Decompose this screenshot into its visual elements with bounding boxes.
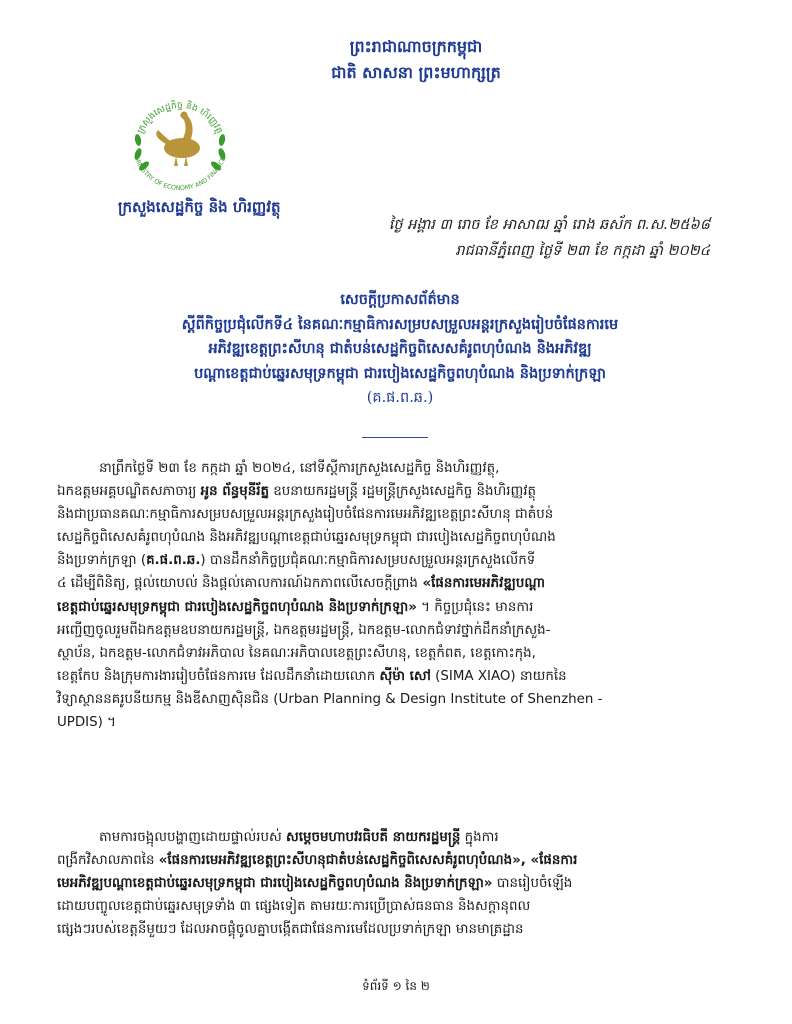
title-line-1: សេចក្តីប្រកាសព័ត៌មាន (340, 291, 460, 308)
title-line-2: ស្តីពីកិច្ចប្រជុំលើកទី៤ នៃគណៈកម្មាធិការសម្របសម្រួលអន្តរក្រសួងរៀបចំផែនការមេ (181, 315, 619, 333)
p1-line: ស្ថាប័ន, ឯកឧត្តម-លោកជំទាវអភិបាល នៃគណៈអភិបាលខេត្តព្រះសីហនុ, ខេត្តកំពត, ខេត្តកោះកុង, (57, 645, 536, 661)
p1-line: និងប្រទាក់ក្រឡា ( (57, 553, 147, 569)
p1-line: ៤ ដើម្បីពិនិត្យ, ផ្តល់យោបល់ និងផ្តល់គោលការណ៍ឯកភាពលើសេចក្តីព្រាង (57, 576, 418, 592)
lunar-date: ថ្ងៃ អង្គារ ៣ រោច ខែ អាសាឍ ឆ្នាំ រោង ឆស័ក ព.ស.២៥៦៨ (388, 217, 710, 233)
p1-line: (SIMA XIAO) នាយកនៃ (430, 668, 567, 684)
page-number: ទំព័រទី ១ នៃ ២ (362, 979, 430, 993)
p1-line: សេដ្ឋកិច្ចពិសេសគំរូពហុបំណង និងអភិវឌ្ឍបណ្តាខេត្តជាប់ឆ្នេរសមុទ្រកម្ពុជា ជារបៀងសេដ្ឋកិច្ចពហុបំណង (57, 530, 556, 546)
document-title (90, 288, 710, 411)
p1-line: ឧបនាយករដ្ឋមន្ត្រី រដ្ឋមន្ត្រីក្រសួងសេដ្ឋកិច្ច និងហិរញ្ញវត្ថុ (269, 484, 536, 500)
p1-line: UPDIS) ។ (57, 715, 116, 731)
svg-text:ក្រសួងសេដ្ឋកិច្ច និង ហិរញ្ញវត្ (136, 99, 224, 136)
hamsa-bird-icon (156, 112, 200, 167)
p1-line: ។ កិច្ចប្រជុំនេះ មានការ (416, 599, 534, 615)
p1-line: អញ្ជើញចូលរួមពីឯកឧត្តមឧបនាយករដ្ឋមន្ត្រី, ឯកឧត្តមរដ្ឋមន្ត្រី, ឯកឧត្តម-លោកជំទាវថ្នាក់ដឹកនាំក្រសួង- (57, 622, 551, 638)
plan-title: «ផែនការមេអភិវឌ្ឍខេត្តព្រះសីហនុជាតំបន់សេដ្ឋកិច្ចពិសេសគំរូពហុបំណង», «ផែនការ (158, 853, 578, 869)
logo-text-kh: ក្រសួងសេដ្ឋកិច្ច និង ហិរញ្ញវត្ថុ (136, 100, 224, 136)
prime-minister-title: សម្តេចមហាបវរធិបតី នាយករដ្ឋមន្ត្រី (286, 830, 461, 845)
p1-line: និងជាប្រធានគណៈកម្មាធិការសម្របសម្រួលអន្តរក្រសួងរៀបចំផែនការមេអភិវឌ្ឍខេត្តព្រះសីហនុ ជាតំបន់ (57, 507, 554, 523)
svg-text:MINISTRY OF ECONOMY AND FINANC (133, 156, 227, 192)
p1-line: ខេត្តកែប និងក្រុមការងាររៀបចំផែនការមេ ដែលដឹកនាំដោយលោក (57, 668, 380, 684)
p2-line: ក្នុងការ (460, 830, 499, 845)
minister-name: អូន ព័ន្ធមុនីរ័ត្ន (200, 484, 270, 500)
plan-title: ខេត្តជាប់ឆ្នេរសមុទ្រកម្ពុជា ជារបៀងសេដ្ឋកិច្ចពហុបំណង និងប្រទាក់ក្រឡា» (57, 599, 417, 615)
p2-line: ដោយបញ្ចូលខេត្តជាប់ឆ្នេរសមុទ្រទាំង ៣ ផ្សេងទៀត តាមរយៈការប្រើប្រាស់ធនធាន និងសក្តានុពល (57, 899, 531, 915)
paragraph-2 (57, 826, 739, 941)
plan-title: «ផែនការមេអភិវឌ្ឍបណ្តា (417, 576, 545, 592)
ministry-logo (118, 86, 242, 192)
p1-line: នាព្រឹកថ្ងៃទី ២៣ ខែ កក្កដា ឆ្នាំ ២០២៤, នៅទីស្តីការក្រសួងសេដ្ឋកិច្ច និងហិរញ្ញវត្ថុ, (99, 461, 500, 476)
paragraph-1 (57, 457, 739, 734)
ministry-name: ក្រសួងសេដ្ឋកិច្ច និង ហិរញ្ញវត្ថុ (118, 198, 281, 216)
p2-line: ផ្សេងៗរបស់ខេត្តនីមួយៗ ដែលអាចផ្គុំចូលគ្នាបង្កើតជាផែនការមេដែលប្រទាក់ក្រឡា មានមាត្រដ្ឋាន (57, 922, 524, 938)
kingdom-title: ព្រះរាជាណាចក្រកម្ពុជា (349, 37, 483, 56)
p1-line: វិទ្យាស្ថាននគរូបនីយកម្ម និងឌីសាញស៊ិនជិន (Urban Planning & Design Institute of Shenzhen - (57, 691, 603, 707)
p1-line: ) បានដឹកនាំកិច្ចប្រជុំគណៈកម្មាធិការសម្របសម្រួលអន្តរក្រសួងលើកទី (200, 553, 536, 569)
director-name: ស៊ីម៉ា សៅ (379, 668, 431, 684)
acronym: គ.ផ.ព.ឆ. (146, 553, 201, 569)
logo-text-en: MINISTRY OF ECONOMY AND FINANCE (132, 156, 228, 192)
plan-title: មេអភិវឌ្ឍបណ្តាខេត្តជាប់ឆ្នេរសមុទ្រកម្ពុជា ជារបៀងសេដ្ឋកិច្ចពហុបំណង និងប្រទាក់ក្រឡា» (57, 876, 493, 892)
title-line-5: (គ.ផ.ព.ឆ.) (366, 390, 434, 406)
title-line-4: បណ្តាខេត្តជាប់ឆ្នេរសមុទ្រកម្ពុជា ជារបៀងសេដ្ឋកិច្ចពហុបំណង និងប្រទាក់ក្រឡា (194, 364, 606, 382)
p1-line: ឯកឧត្តមអគ្គបណ្ឌិតសភាចារ្យ (57, 484, 201, 500)
title-divider (362, 437, 428, 438)
header (0, 34, 792, 86)
national-motto: ជាតិ សាសនា ព្រះមហាក្សត្រ (331, 63, 501, 82)
p2-line: បានរៀបចំឡើង (492, 876, 573, 892)
title-line-3: អភិវឌ្ឍខេត្តព្រះសីហនុ ជាតំបន់សេដ្ឋកិច្ចពិសេសគំរូពហុបំណង និងអភិវឌ្ឍ (208, 340, 592, 357)
p2-line: ពង្រីកវិសាលភាពនៃ (57, 853, 159, 869)
p2-line: តាមការចង្អុលបង្ហាញដោយផ្ទាល់របស់ (99, 830, 287, 845)
solar-date: រាជធានីភ្នំពេញ ថ្ងៃទី ២៣ ខែ កក្កដា ឆ្នាំ ២០២៤ (455, 243, 710, 259)
